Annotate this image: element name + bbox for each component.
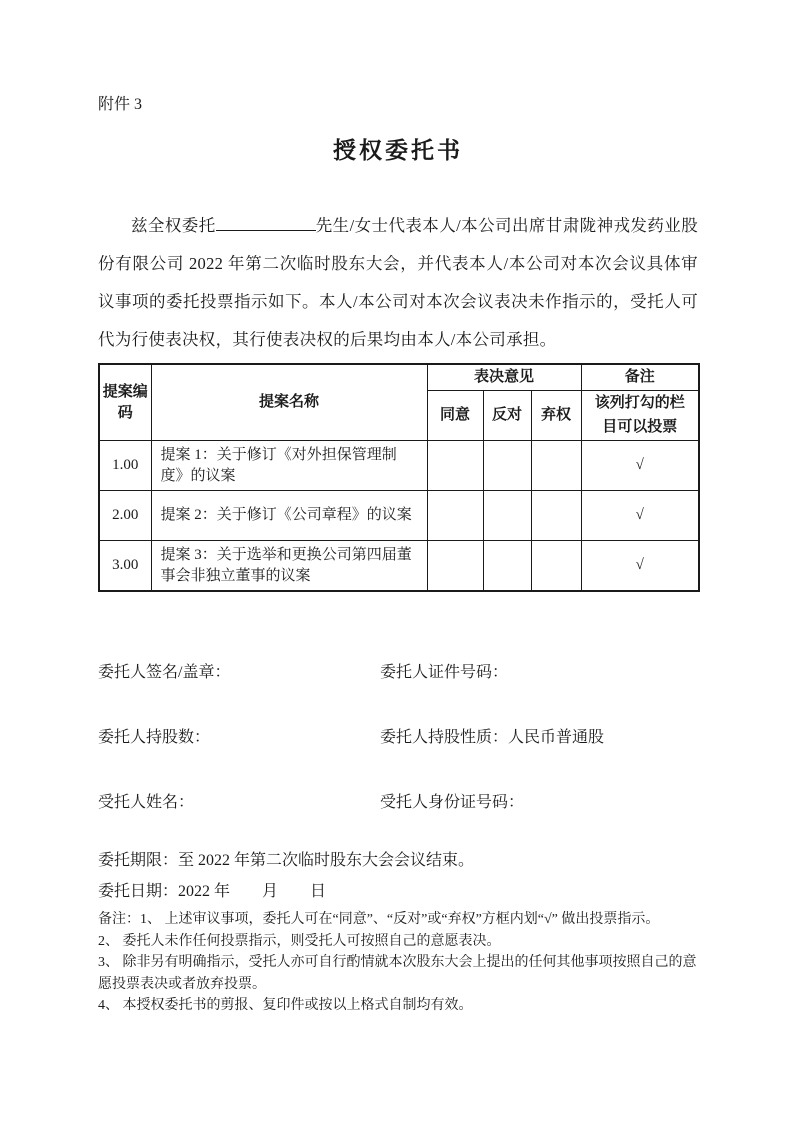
col-header-against: 反对 — [483, 391, 531, 441]
proposal-code: 2.00 — [99, 491, 151, 541]
table-row — [99, 541, 699, 592]
proposal-name: 提案 3：关于选举和更换公司第四届董事会非独立董事的议案 — [151, 541, 427, 592]
abstain-vote-cell — [531, 441, 581, 491]
against-vote-cell — [483, 541, 531, 592]
remarks-section — [98, 909, 708, 1017]
proposal-code: 3.00 — [99, 541, 151, 592]
note-line-2: 2、 委托人未作任何投票指示，则受托人可按照自己的意愿表决。 — [98, 933, 501, 949]
col-header-proposal-name: 提案名称 — [151, 364, 427, 441]
principal-id-number-label: 委托人证件号码： — [380, 664, 509, 681]
col-header-proposal-code: 提案编码 — [99, 364, 151, 441]
field-row — [98, 727, 698, 749]
proposal-name: 提案 1：关于修订《对外担保管理制度》的议案 — [151, 441, 427, 491]
signature-fields — [98, 662, 698, 814]
trustee-id-number-label: 受托人身份证号码： — [380, 794, 525, 811]
mandate-period: 委托期限：至 2022 年第二次临时股东大会会议结束。 — [98, 852, 475, 869]
intro-text-suffix: 先生/女士代表本人/本公司出席甘肃陇神戎发药业股份有限公司 2022 年第二次临时股东大会，并代表本人/本公司对本次会议具体审议事项的委托投票指示如下。本人/本公司对本次会议表决未作指示的，受托人可代为行使表决权，其行使表决权的后果均由本人/本公司承担。 — [98, 216, 698, 349]
against-vote-cell — [483, 441, 531, 491]
abstain-vote-cell — [531, 541, 581, 592]
agree-vote-cell — [427, 541, 483, 592]
remark-checkmark: √ — [581, 441, 699, 491]
col-header-abstain: 弃权 — [531, 391, 581, 441]
remark-checkmark: √ — [581, 491, 699, 541]
field-row — [98, 792, 698, 814]
principal-share-type-label: 委托人持股性质：人民币普通股 — [380, 729, 605, 746]
abstain-vote-cell — [531, 491, 581, 541]
principal-signature-label: 委托人签名/盖章： — [98, 664, 231, 681]
note-line-3: 3、 除非另有明确指示，受托人亦可自行酌情就本次股东大会上提出的任何其他事项按照自己的意愿投票表决或者放弃投票。 — [98, 955, 697, 992]
principal-name-blank — [216, 214, 316, 232]
against-vote-cell — [483, 491, 531, 541]
intro-paragraph — [98, 207, 698, 359]
note-line-4: 4、 本授权委托书的剪报、复印件或按以上格式自制均有效。 — [98, 998, 473, 1013]
principal-shares-label: 委托人持股数： — [98, 729, 211, 746]
col-header-voting-opinion: 表决意见 — [427, 364, 581, 391]
agree-vote-cell — [427, 441, 483, 491]
intro-text-prefix: 兹全权委托 — [131, 216, 216, 235]
col-header-agree: 同意 — [427, 391, 483, 441]
col-header-remarks-sub: 该列打勾的栏目可以投票 — [581, 391, 699, 441]
proposal-vote-table — [98, 363, 700, 592]
col-header-remarks: 备注 — [581, 364, 699, 391]
agree-vote-cell — [427, 491, 483, 541]
mandate-date: 委托日期：2022 年 月 日 — [98, 883, 327, 900]
table-row — [99, 491, 699, 541]
notes-label: 备注： — [98, 912, 140, 927]
trustee-name-label: 受托人姓名： — [98, 794, 195, 811]
table-row — [99, 441, 699, 491]
note-line-1 — [98, 909, 708, 931]
document-title: 授权委托书 — [333, 138, 463, 163]
remark-checkmark: √ — [581, 541, 699, 592]
proposal-code: 1.00 — [99, 441, 151, 491]
proposal-name: 提案 2：关于修订《公司章程》的议案 — [151, 491, 427, 541]
field-row — [98, 662, 698, 684]
note-text: 1、 上述审议事项，委托人可在“同意”、“反对”或“弃权”方框内划“√” 做出投票指示。 — [140, 912, 660, 927]
attachment-label: 附件 3 — [98, 96, 143, 113]
